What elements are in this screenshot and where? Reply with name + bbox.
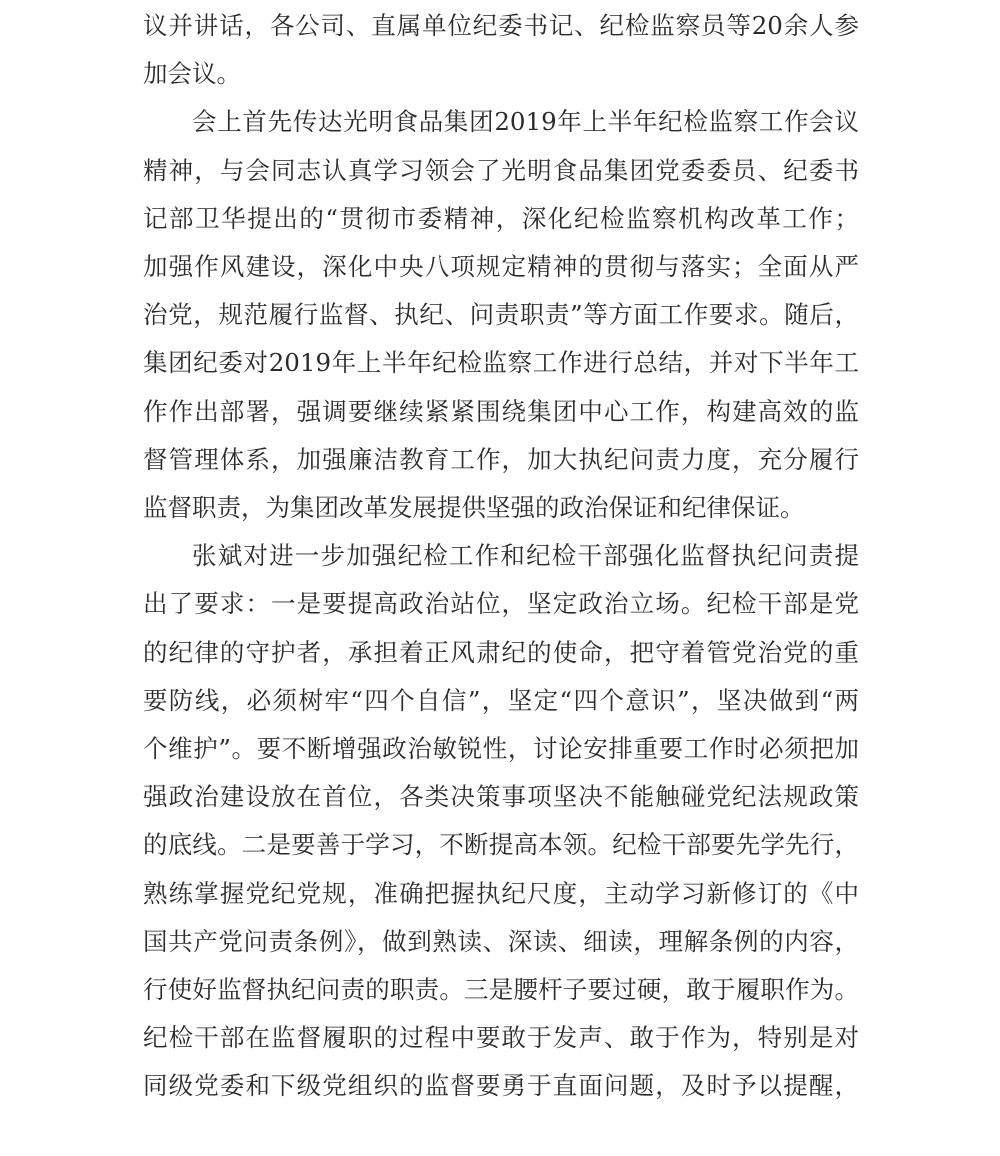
paragraph-1 xyxy=(143,2,859,98)
text-line: 作作出部署，强调要继续紧紧围绕集团中心工作，构建高效的监 xyxy=(143,396,859,426)
document-body xyxy=(143,2,859,1111)
text-line: 熟练掌握党纪党规，准确把握执纪尺度，主动学习新修订的《中 xyxy=(143,878,859,908)
text-line: 行使好监督执纪问责的职责。三是腰杆子要过硬，敢于履职作为。 xyxy=(143,975,859,1005)
text-line: 治党，规范履行监督、执纪、问责职责”等方面工作要求。随后， xyxy=(143,300,859,330)
text-line: 精神，与会同志认真学习领会了光明食品集团党委委员、纪委书 xyxy=(143,155,859,185)
text-line: 的纪律的守护者，承担着正风肃纪的使命，把守着管党治党的重 xyxy=(143,637,859,667)
text-line: 加强作风建设，深化中央八项规定精神的贯彻与落实；全面从严 xyxy=(143,252,859,282)
paragraph-2 xyxy=(143,98,859,532)
text-line: 张斌对进一步加强纪检工作和纪检干部强化监督执纪问责提 xyxy=(192,541,859,571)
text-line: 加会议。 xyxy=(143,59,241,89)
text-line: 监督职责，为集团改革发展提供坚强的政治保证和纪律保证。 xyxy=(143,493,805,523)
paragraph-3 xyxy=(143,532,859,1110)
text-line: 议并讲话，各公司、直属单位纪委书记、纪检监察员等20余人参 xyxy=(143,11,859,40)
text-line: 国共产党问责条例》，做到熟读、深读、细读，理解条例的内容， xyxy=(143,926,859,956)
text-line: 个维护”。要不断增强政治敏锐性，讨论安排重要工作时必须把加 xyxy=(143,734,859,764)
text-line: 督管理体系，加强廉洁教育工作，加大执纪问责力度，充分履行 xyxy=(143,444,859,474)
text-line: 的底线。二是要善于学习，不断提高本领。纪检干部要先学先行， xyxy=(143,830,859,860)
text-line: 会上首先传达光明食品集团2019年上半年纪检监察工作会议 xyxy=(192,107,859,137)
text-line: 出了要求：一是要提高政治站位，坚定政治立场。纪检干部是党 xyxy=(143,589,859,619)
text-line: 纪检干部在监督履职的过程中要敢于发声、敢于作为，特别是对 xyxy=(143,1023,859,1053)
text-line: 要防线，必须树牢“四个自信”，坚定“四个意识”，坚决做到“两 xyxy=(143,685,859,715)
text-line: 同级党委和下级党组织的监督要勇于直面问题，及时予以提醒， xyxy=(143,1071,859,1101)
text-line: 记部卫华提出的“贯彻市委精神，深化纪检监察机构改革工作； xyxy=(143,203,859,233)
text-line: 强政治建设放在首位，各类决策事项坚决不能触碰党纪法规政策 xyxy=(143,782,859,812)
text-line: 集团纪委对2019年上半年纪检监察工作进行总结，并对下半年工 xyxy=(143,348,859,378)
